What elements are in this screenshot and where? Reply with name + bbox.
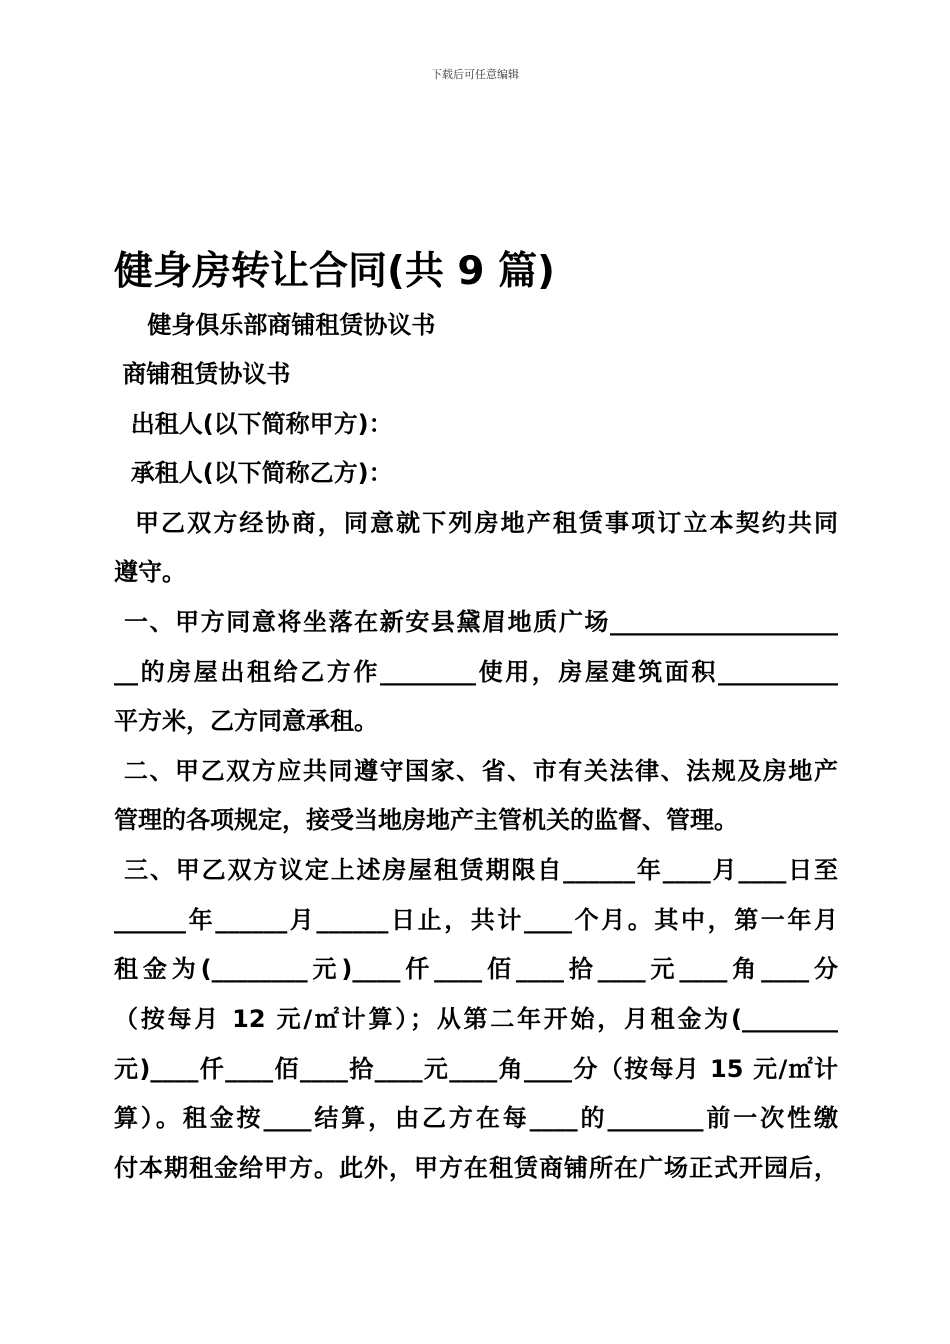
header-note: 下载后可任意编辑: [431, 68, 519, 81]
clause-3-line: 算）。租金按____结算，由乙方在每____的________前一次性缴: [114, 1104, 838, 1132]
clause-2-line: 管理的各项规定，接受当地房地产主管机关的监督、管理。: [114, 806, 738, 834]
clause-1-line: 平方米，乙方同意承租。: [114, 707, 378, 735]
clause-3-line: （按每月 12 元/㎡计算）；从第二年开始，月租金为(________: [114, 1005, 838, 1033]
paragraph-line: 遵守。: [114, 558, 186, 586]
clause-3-line: 三、甲乙双方议定上述房屋租赁期限自______年____月____日至: [114, 856, 838, 884]
clause-3-line: 元)____仟____佰____拾____元____角____分（按每月 15 元/㎡计: [114, 1055, 838, 1083]
clause-3-line: ______年______月______日止，共计____个月。其中，第一年月: [114, 906, 838, 934]
subtitle-line: 健身俱乐部商铺租赁协议书: [114, 311, 436, 339]
doc-heading-line: 商铺租赁协议书: [114, 360, 291, 388]
clause-3-line: 租金为(________元)____仟____佰____拾____元____角____分: [114, 955, 838, 983]
clause-2-line: 二、甲乙双方应共同遵守国家、省、市有关法律、法规及房地产: [114, 757, 838, 785]
clause-1-line: __的房屋出租给乙方作________使用，房屋建筑面积__________: [114, 658, 838, 686]
lessor-line: 出租人(以下简称甲方)：: [114, 410, 393, 438]
clause-1-line: 一、甲方同意将坐落在新安县黛眉地质广场___________________: [114, 608, 838, 636]
paragraph-line: 甲乙双方经协商，同意就下列房地产租赁事项订立本契约共同: [114, 509, 838, 537]
page-title: 健身房转让合同(共 9 篇): [114, 249, 555, 294]
lessee-line: 承租人(以下简称乙方)：: [114, 459, 393, 487]
clause-3-line: 付本期租金给甲方。此外，甲方在租赁商铺所在广场正式开园后，: [114, 1154, 838, 1182]
